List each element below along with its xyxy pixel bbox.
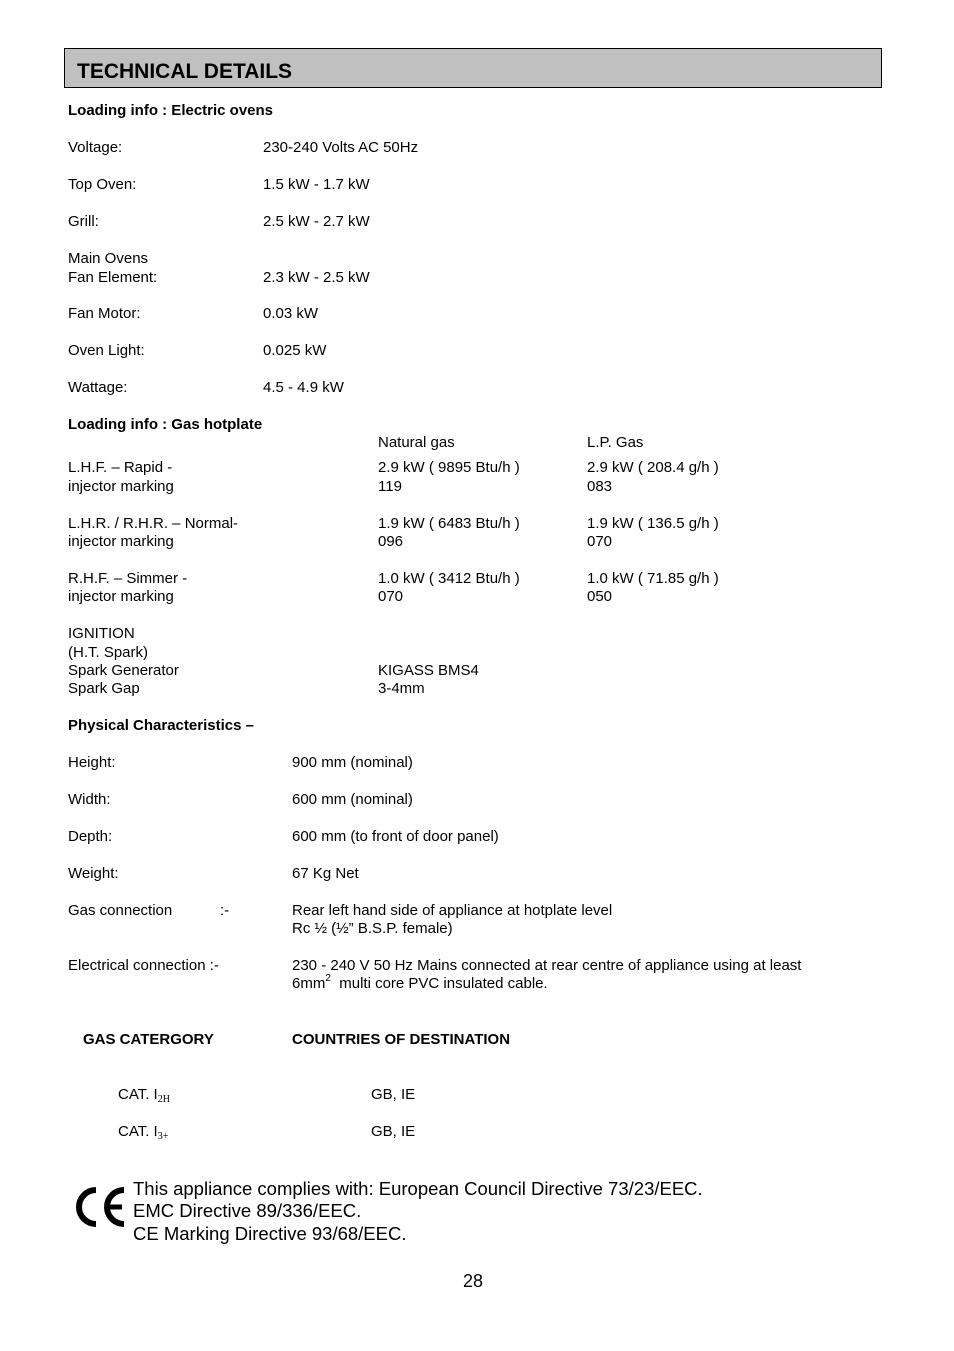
fan-motor-label: Fan Motor: xyxy=(68,305,141,322)
fan-element-value: 2.3 kW - 2.5 kW xyxy=(263,269,370,286)
category-prefix: CAT. I xyxy=(118,1123,158,1140)
voltage-value: 230-240 Volts AC 50Hz xyxy=(263,139,419,156)
title-bar xyxy=(64,48,882,88)
wattage-label: Wattage: xyxy=(68,379,128,396)
width-label: Width: xyxy=(68,791,111,808)
col-lp-gas: L.P. Gas xyxy=(587,434,644,451)
lp-injector: 070 xyxy=(587,533,613,550)
weight-value: 67 Kg Net xyxy=(292,865,359,882)
ignition-label: IGNITION xyxy=(68,625,135,642)
electrical-connection-label: Electrical connection :- xyxy=(68,957,219,974)
main-ovens-label: Main Ovens xyxy=(68,250,149,267)
col-natural-gas: Natural gas xyxy=(378,434,455,451)
natural-rating: 1.9 kW ( 6483 Btu/h ) xyxy=(378,515,520,532)
burner-label: L.H.R. / R.H.R. – Normal- xyxy=(68,515,239,532)
category-prefix: CAT. I xyxy=(118,1086,158,1103)
cable-size: 6mm xyxy=(292,975,326,992)
electrical-connection-cable xyxy=(292,975,548,993)
grill-label: Grill: xyxy=(68,213,99,230)
injector-label: injector marking xyxy=(68,588,174,605)
cable-size-superscript: 2 xyxy=(325,973,331,984)
grill-value: 2.5 kW - 2.7 kW xyxy=(263,213,370,230)
spark-gap-value: 3-4mm xyxy=(378,680,425,697)
natural-rating: 1.0 kW ( 3412 Btu/h ) xyxy=(378,570,520,587)
top-oven-value: 1.5 kW - 1.7 kW xyxy=(263,176,370,193)
category-subscript: 2H xyxy=(157,1094,170,1105)
weight-label: Weight: xyxy=(68,865,119,882)
spark-gap-label: Spark Gap xyxy=(68,680,140,697)
lp-rating: 1.9 kW ( 136.5 g/h ) xyxy=(587,515,719,532)
lp-rating: 2.9 kW ( 208.4 g/h ) xyxy=(587,459,719,476)
oven-light-value: 0.025 kW xyxy=(263,342,327,359)
gas-heading: Loading info : Gas hotplate xyxy=(68,416,263,433)
category-countries: GB, IE xyxy=(371,1086,416,1103)
lp-rating: 1.0 kW ( 71.85 g/h ) xyxy=(587,570,719,587)
cable-description: multi core PVC insulated cable. xyxy=(330,975,548,992)
compliance-line-3: CE Marking Directive 93/68/EEC. xyxy=(133,1223,407,1244)
natural-injector: 119 xyxy=(378,478,402,495)
spark-generator-label: Spark Generator xyxy=(68,662,179,679)
width-value: 600 mm (nominal) xyxy=(292,791,413,808)
height-label: Height: xyxy=(68,754,116,771)
spark-generator-value: KIGASS BMS4 xyxy=(378,662,479,679)
height-value: 900 mm (nominal) xyxy=(292,754,413,771)
electrical-connection-value: 230 - 240 V 50 Hz Mains connected at rear centre of appliance using at least xyxy=(292,957,802,974)
burner-label: R.H.F. – Simmer - xyxy=(68,570,188,587)
lp-injector: 083 xyxy=(587,478,613,495)
lp-injector: 050 xyxy=(587,588,613,605)
injector-label: injector marking xyxy=(68,478,174,495)
wattage-value: 4.5 - 4.9 kW xyxy=(263,379,344,396)
depth-label: Depth: xyxy=(68,828,113,845)
injector-label: injector marking xyxy=(68,533,174,550)
page-number: 28 xyxy=(463,1271,484,1291)
physical-heading: Physical Characteristics – xyxy=(68,717,254,734)
natural-injector: 070 xyxy=(378,588,404,605)
gas-category-header: GAS CATERGORY xyxy=(83,1031,214,1048)
voltage-label: Voltage: xyxy=(68,139,123,156)
electric-heading: Loading info : Electric ovens xyxy=(68,102,274,119)
category-code xyxy=(118,1086,170,1109)
gas-connection-thread: Rc ½ (½” B.S.P. female) xyxy=(292,920,453,937)
category-code xyxy=(118,1123,168,1146)
ht-spark-label: (H.T. Spark) xyxy=(68,644,149,661)
page-title: TECHNICAL DETAILS xyxy=(77,60,293,83)
gas-connection-label: Gas connection xyxy=(68,902,173,919)
gas-connection-separator: :- xyxy=(220,902,230,919)
fan-element-label: Fan Element: xyxy=(68,269,158,286)
ce-mark-icon xyxy=(72,1186,128,1228)
category-countries: GB, IE xyxy=(371,1123,416,1140)
burner-label: L.H.F. – Rapid - xyxy=(68,459,173,476)
category-subscript: 3+ xyxy=(157,1131,169,1142)
natural-injector: 096 xyxy=(378,533,404,550)
compliance-line-1: This appliance complies with: European Council Directive 73/23/EEC. xyxy=(133,1178,703,1199)
depth-value: 600 mm (to front of door panel) xyxy=(292,828,499,845)
countries-header: COUNTRIES OF DESTINATION xyxy=(292,1031,511,1048)
fan-motor-value: 0.03 kW xyxy=(263,305,319,322)
top-oven-label: Top Oven: xyxy=(68,176,137,193)
oven-light-label: Oven Light: xyxy=(68,342,145,359)
natural-rating: 2.9 kW ( 9895 Btu/h ) xyxy=(378,459,520,476)
compliance-line-2: EMC Directive 89/336/EEC. xyxy=(133,1200,362,1221)
gas-connection-value: Rear left hand side of appliance at hotplate level xyxy=(292,902,613,919)
